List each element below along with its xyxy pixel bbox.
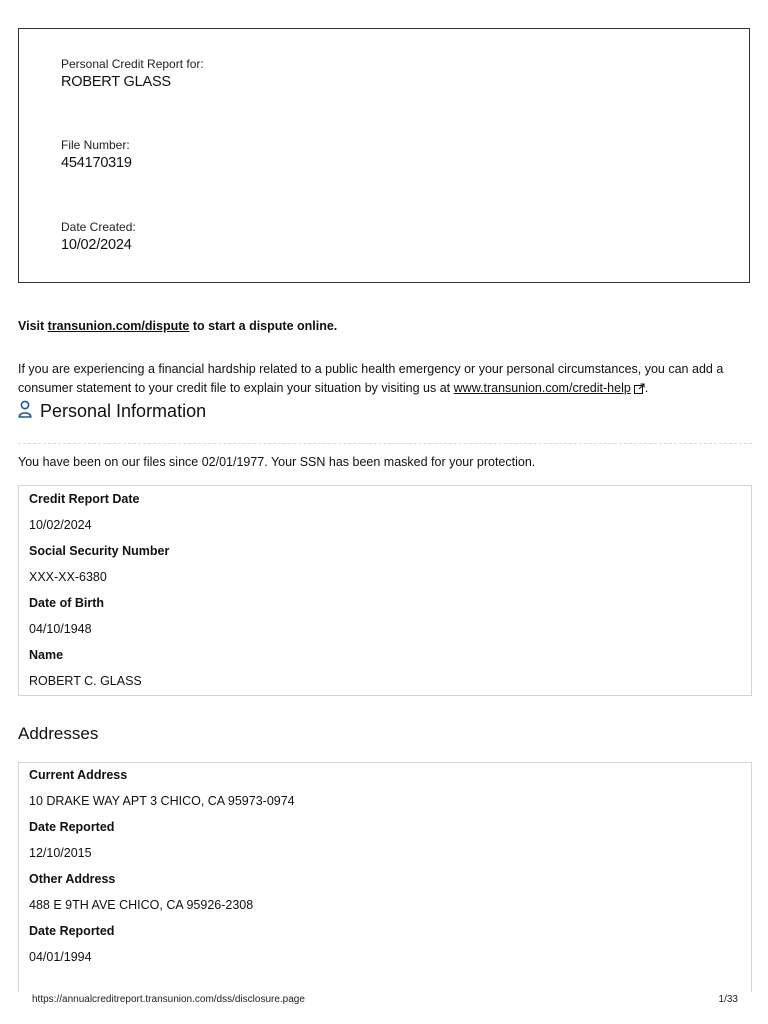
hardship-suffix: . [644,381,649,395]
external-link-icon[interactable] [634,381,645,400]
dispute-instruction [18,319,337,333]
date-created-value: 10/02/2024 [61,237,132,253]
other-address-label: Other Address [29,872,116,886]
person-icon [18,400,32,423]
date-reported-value: 12/10/2015 [29,846,92,860]
dispute-prefix: Visit [18,319,48,333]
hardship-notice [18,360,758,400]
hardship-text: If you are experiencing a financial hardship related to a public health emergency or your personal circumstances, you can add a consumer statement to your credit file to explain your situation by visiting us at [18,362,724,395]
report-for-group [61,57,204,91]
ssn-label: Social Security Number [29,544,170,558]
date-reported-value: 04/01/1994 [29,950,92,964]
date-reported-label: Date Reported [29,820,115,834]
files-note: You have been on our files since 02/01/1977. Your SSN has been masked for your protection. [18,455,536,469]
file-number-value: 454170319 [61,155,132,171]
ssn-value: XXX-XX-6380 [29,570,107,584]
addresses-title: Addresses [18,724,99,743]
addresses-box [18,762,752,992]
file-number-label: File Number: [61,138,130,152]
footer-url: https://annualcreditreport.transunion.com/dss/disclosure.page [32,994,305,1005]
personal-info-box [18,485,752,696]
dispute-suffix: to start a dispute online. [189,319,338,333]
credit-report-date-label: Credit Report Date [29,492,140,506]
date-created-group [61,220,136,254]
dob-value: 04/10/1948 [29,622,92,636]
report-header-box [18,28,750,283]
date-created-label: Date Created: [61,220,136,234]
dob-label: Date of Birth [29,596,104,610]
current-address-label: Current Address [29,768,128,782]
other-address-value: 488 E 9TH AVE CHICO, CA 95926-2308 [29,898,254,912]
name-label: Name [29,648,64,662]
file-number-group [61,138,132,172]
section-divider [18,443,752,444]
report-for-label: Personal Credit Report for: [61,57,204,71]
page-number: 1/33 [718,994,738,1005]
personal-info-heading [18,398,206,424]
credit-help-link[interactable]: www.transunion.com/credit-help [453,381,631,395]
consumer-name: ROBERT GLASS [61,74,171,90]
name-value: ROBERT C. GLASS [29,674,142,688]
date-reported-label: Date Reported [29,924,115,938]
dispute-link[interactable]: transunion.com/dispute [47,319,190,333]
personal-info-title: Personal Information [40,400,207,421]
credit-report-date-value: 10/02/2024 [29,518,92,532]
current-address-value: 10 DRAKE WAY APT 3 CHICO, CA 95973-0974 [29,794,295,808]
